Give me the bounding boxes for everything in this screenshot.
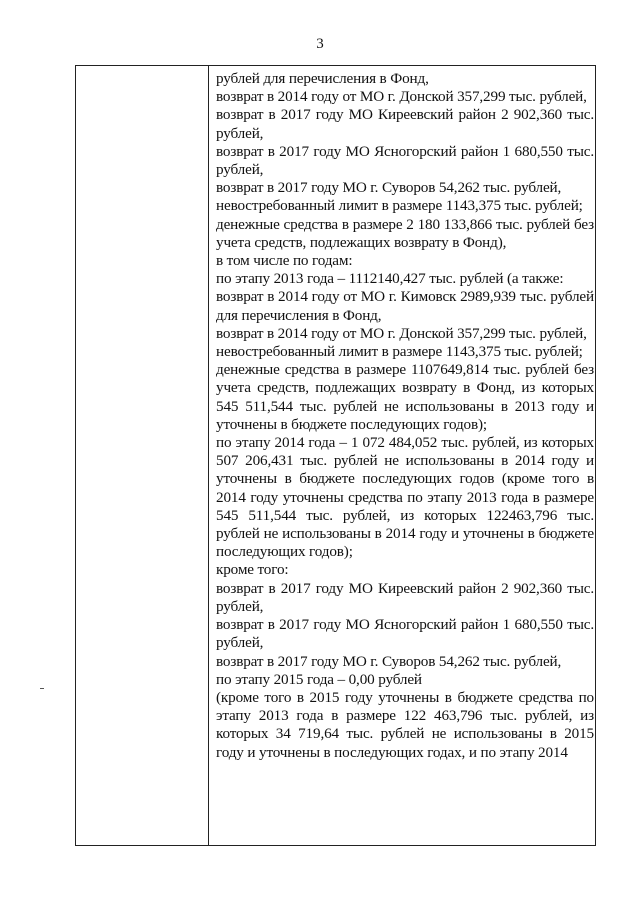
table-cell-text bbox=[216, 70, 594, 762]
column-divider bbox=[208, 66, 209, 845]
margin-mark bbox=[40, 688, 44, 689]
text-line: денежные средства в размере 2 180 133,866 тыс. рублей без учета средств, подлежащих возврату в Фонд), bbox=[216, 215, 594, 251]
text-line: возврат в 2014 году от МО г. Кимовск 2989,939 тыс. рублей для перечисления в Фонд, bbox=[216, 288, 594, 324]
text-line: невостребованный лимит в размере 1143,375 тыс. рублей; bbox=[216, 343, 583, 361]
text-line: денежные средства в размере 1107649,814 тыс. рублей без учета средств, подлежащих возврату в Фонд, из которых 545 511,544 тыс. рублей не использованы в 2013 году и уточнены в бюджете последующих годов); bbox=[216, 361, 594, 433]
text-line: возврат в 2017 году МО г. Суворов 54,262 тыс. рублей, bbox=[216, 179, 562, 197]
document-table bbox=[75, 65, 596, 846]
text-line: по этапу 2015 года – 0,00 рублей bbox=[216, 670, 422, 688]
page-number: 3 bbox=[316, 36, 324, 52]
text-line: возврат в 2017 году МО Киреевский район 2 902,360 тыс. рублей, bbox=[216, 579, 594, 615]
text-line: возврат в 2014 году от МО г. Донской 357,299 тыс. рублей, bbox=[216, 88, 587, 106]
text-line: возврат в 2017 году МО Киреевский район 2 902,360 тыс. рублей, bbox=[216, 106, 594, 142]
text-line: невостребованный лимит в размере 1143,375 тыс. рублей; bbox=[216, 197, 583, 215]
text-line: возврат в 2017 году МО Ясногорский район 1 680,550 тыс. рублей, bbox=[216, 142, 594, 179]
text-line: кроме того: bbox=[216, 561, 289, 579]
text-line: в том числе по годам: bbox=[216, 252, 353, 270]
text-line: рублей для перечисления в Фонд, bbox=[216, 70, 429, 87]
text-line: по этапу 2014 года – 1 072 484,052 тыс. рублей, из которых 507 206,431 тыс. рублей не использованы в 2014 году и уточнены в бюджете последующих годов (кроме того в 2014 году уточнены средства по этапу 2013 года в размере 545 511,544 тыс. рублей, из которых 122463,796 тыс. рублей не использованы в 2014 году и уточнены в бюджете последующих годов); bbox=[216, 434, 594, 561]
text-line: возврат в 2017 году МО г. Суворов 54,262 тыс. рублей, bbox=[216, 652, 562, 670]
text-line: возврат в 2014 году от МО г. Донской 357,299 тыс. рублей, bbox=[216, 324, 587, 342]
text-line: (кроме того в 2015 году уточнены в бюджете средства по этапу 2013 года в размере 122 463,796 тыс. рублей, из которых 34 719,64 тыс. рублей не использованы в 2015 году и уточнены в последующих годах, и по этапу 2014 bbox=[216, 688, 594, 761]
text-line: возврат в 2017 году МО Ясногорский район 1 680,550 тыс. рублей, bbox=[216, 616, 594, 652]
text-line: по этапу 2013 года – 1112140,427 тыс. рублей (а также: bbox=[216, 270, 564, 288]
